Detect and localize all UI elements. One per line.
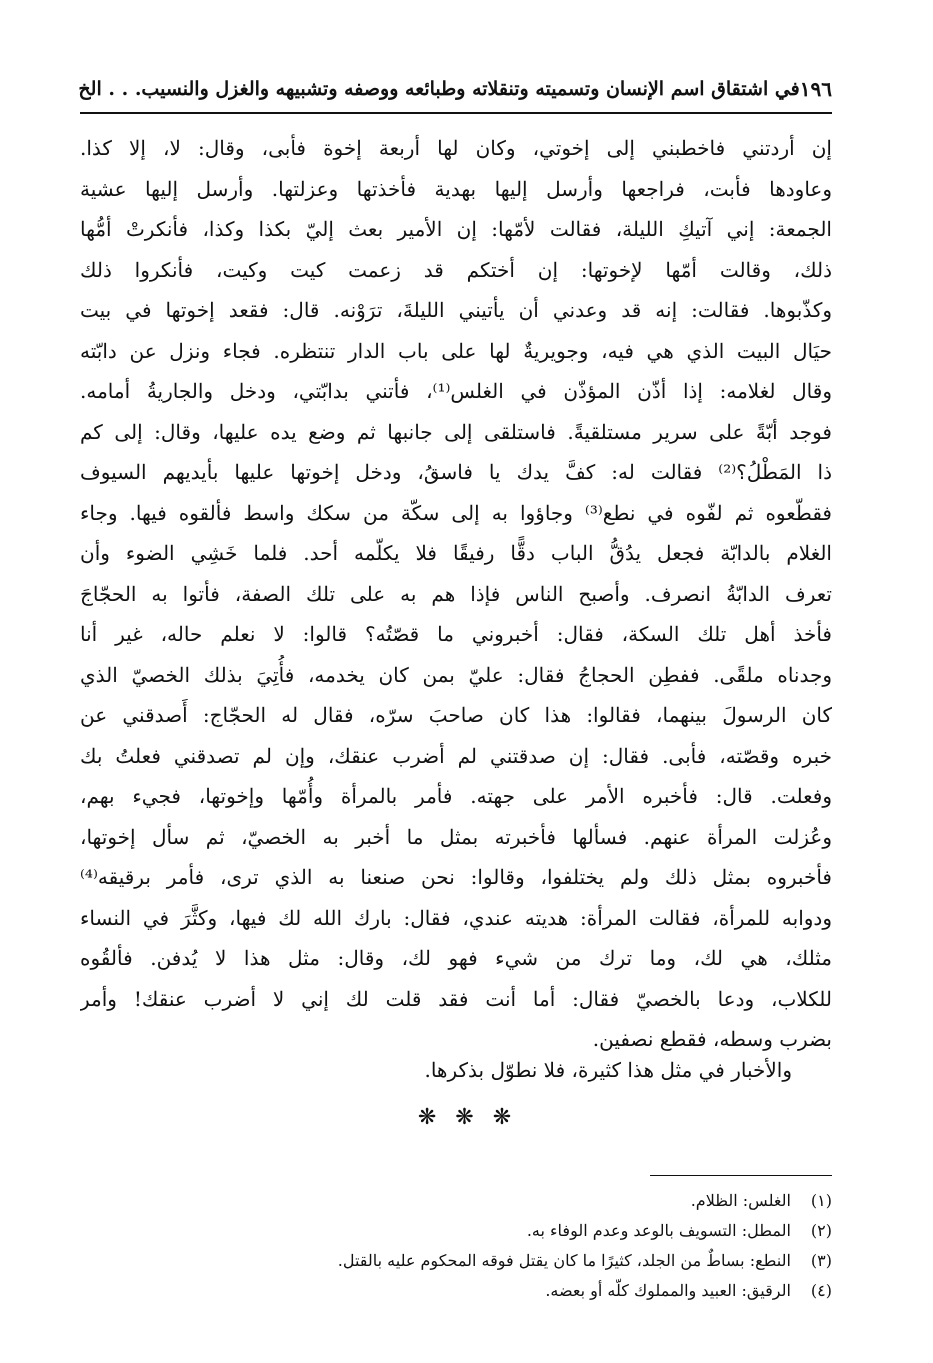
- body-line: تعرف الدابّةُ انصرف. وأصبح الناس فإذا هم به على تلك الصفة، فأتوا به الحجّاجَ: [80, 581, 832, 606]
- body-line: فقطّعوه ثم لفّوه في نطع⁽³⁾ وجاؤوا به إلى سكّة من سكك واسط فألقوه فيها. وجاء: [80, 500, 832, 525]
- footnote-rule: [650, 1175, 832, 1176]
- body-line: حيَال البيت الذي هي فيه، وجويريةٌ لها على باب الدار تنتظره. فجاء ونزل عن دابّته: [80, 338, 832, 363]
- body-line: وعُزلت المرأة عنهم. فسألها فأخبرته بمثل ما أخبر به الخصيّ، ثم سأل إخوتها،: [80, 824, 832, 849]
- body-line: كان الرسولَ بينهما، فقالوا: هذا كان صاحبَ سرّه، فقال له الحجّاج: أَصدقني عن: [80, 703, 832, 727]
- footnotes: [80, 1186, 832, 1306]
- body-line: وجدناه ملقًى. ففطِن الحجاجُ فقال: عليّ بمن كان يخدمه، فأُتِيَ بذلك الخصيّ الذي: [80, 662, 832, 687]
- body-line: وكذّبوها. فقالت: إنه قد وعدني أن يأتيني الليلةَ، ترَوْنه. قال: فقعد إخوتها في بيت: [80, 298, 832, 322]
- body-line: الغلام بالدابّة فجعل يدُقُّ الباب دقًّا رفيقًا فلا يكلّمه أحد. فلما خَشِي الضوء وأن: [80, 541, 832, 565]
- footnote-text: الرقيق: العبيد والمملوك كلّه أو بعضه.: [545, 1281, 791, 1300]
- body-line: وعاودها فأبت، فراجعها وأرسل إليها بهدية فأخذتها وعزلتها. وأرسل إليها عشية: [80, 176, 832, 201]
- body-line: بضرب وسطه، فقطع نصفين.: [592, 1027, 832, 1051]
- page-number: ١٩٦: [799, 77, 832, 101]
- footnote: [80, 1246, 832, 1276]
- footnote-number: (٢): [810, 1221, 832, 1240]
- footnote-text: المطل: التسويف بالوعد وعدم الوفاء به.: [526, 1221, 791, 1240]
- body-line: فأخبروه بمثل ذلك ولم يختلفوا، وقالوا: نحن صنعنا به الذي ترى، فأمر برقيقه⁽⁴⁾: [80, 865, 832, 889]
- body-line: ذلك، وقالت أمّها لإخوتها: إن أختكم قد زعمت كيت وكيت، فأنكروا ذلك: [80, 257, 832, 282]
- footnote-text: النطع: بساطٌ من الجلد، كثيرًا ما كان يقتل فوقه المحكوم عليه بالقتل.: [337, 1251, 791, 1270]
- footnote: [80, 1216, 832, 1246]
- footnote: [80, 1276, 832, 1306]
- body-text: [80, 128, 832, 1060]
- body-line: خبره وقصّته، فأبى. فقال: إن صدقتني لم أضرب عنقك، وإن لم تصدقني فعلتُ بك: [80, 743, 832, 768]
- body-line: الجمعة: إني آتيكِ الليلة، فقالت لأمّها: إن الأمير بعث إليّ بكذا وكذا، فأنكرتْ أمُّها: [80, 217, 832, 241]
- footnote: [80, 1186, 832, 1216]
- header-rule: [80, 112, 832, 114]
- footnote-number: (٣): [810, 1251, 832, 1270]
- body-line: إن أردتني فاخطبني إلى إخوتي، وكان لها أربعة إخوة فأبى، وقال: لا، إلا كذا.: [80, 136, 832, 160]
- running-title: في اشتقاق اسم الإنسان وتسميته وتنقلاته وطبائعه ووصفه وتشبيهه والغزل والنسيب. . . الخ: [78, 78, 800, 100]
- body-line: ذا المَطْلُ؟⁽²⁾ فقالت له: كفَّ يدك يا فاسقُ، ودخل إخوتها عليها بأيديهم السيوف: [80, 460, 832, 484]
- body-line: ودوابه للمرأة، فقالت المرأة: هديته عندي، فقال: بارك الله لك فيها، وكثَّرَ في النساء: [80, 905, 832, 930]
- body-line: وقال لغلامه: إذا أذّن المؤذّن في الغلس⁽¹⁾، فأتني بدابّتي، ودخل والجاريةُ أمامه.: [80, 379, 832, 403]
- body-line: فأخذ أهل تلك السكة، فقال: أخبروني ما قصّتُه؟ قالوا: لا نعلم حاله، غير أنا: [80, 622, 832, 646]
- footnote-number: (٤): [810, 1281, 832, 1300]
- body-line: وفعلت. قال: فأخبره الأمر على جهته. فأمر بالمرأة وأُمّها وإخوتها، فجيء بهم،: [80, 784, 832, 808]
- footnote-text: الغلس: الظلام.: [690, 1191, 791, 1210]
- closing-line: والأخبار في مثل هذا كثيرة، فلا نطوّل بذكرها.: [424, 1058, 792, 1082]
- body-line: فوجد أبّةً على سرير مستلقيةً. فاستلقى إلى جانبها ثم وضع يده عليها، وقال: إلى كم: [80, 419, 832, 444]
- section-separator: ❋ ❋ ❋: [417, 1105, 518, 1130]
- body-line: للكلاب، ودعا بالخصيّ فقال: أما أنت فقد قلت لك إني لا أضرب عنقك! وأمر: [80, 986, 832, 1011]
- page-header: [80, 72, 832, 106]
- footnote-number: (١): [810, 1191, 832, 1210]
- body-line: مثلك، هي لك، وما ترك من شيء فهو لك، وقال: مثل هذا لا يُدفن. فألقُوه: [80, 946, 832, 970]
